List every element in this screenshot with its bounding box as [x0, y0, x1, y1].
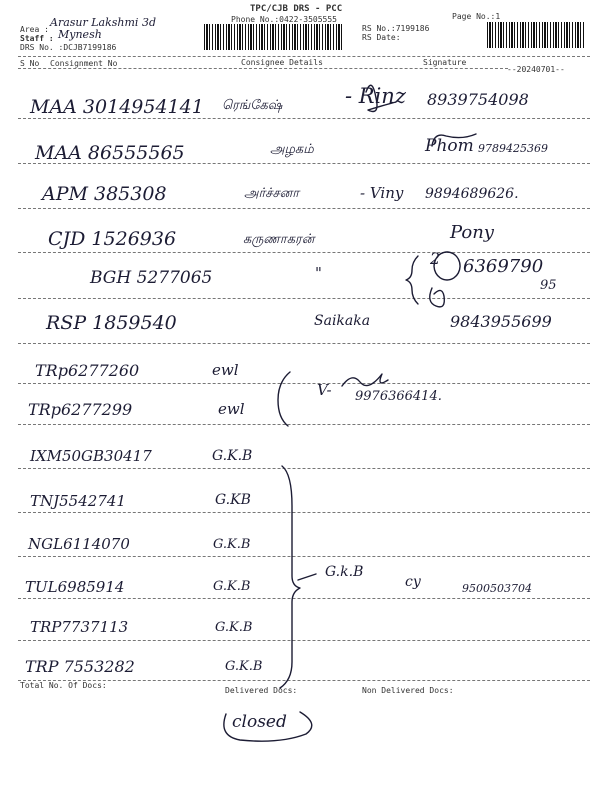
- header-divider-bottom: [18, 68, 508, 69]
- consignee-name: G.K.B: [213, 579, 251, 594]
- group-mark: V-: [317, 381, 332, 399]
- row-divider: [18, 598, 590, 599]
- consignee-name: G.K.B: [215, 620, 253, 635]
- area-value: Arasur Lakshmi 3d: [50, 16, 156, 29]
- row-divider: [18, 468, 590, 469]
- group-cy: cy: [405, 574, 421, 590]
- group-contact-phone: 9500503704: [462, 582, 532, 595]
- non-delivered-docs-label: Non Delivered Docs:: [362, 686, 454, 695]
- consignee-name: கருணாகரன்: [243, 232, 315, 247]
- consignment-number: TRp6277299: [28, 400, 133, 419]
- consignment-number: TRp6277260: [35, 361, 140, 380]
- header-divider-top: [18, 56, 590, 57]
- consignee-phone: 8939754098: [427, 90, 529, 109]
- staff-label: Staff :: [20, 34, 54, 43]
- consignment-number: APM 385308: [42, 183, 167, 205]
- consignment-number: BGH 5277065: [90, 268, 213, 288]
- consignee-name: G.K.B: [213, 537, 251, 552]
- group-arrow: [298, 574, 316, 580]
- consignee-name: ரெங்கேஷ்: [222, 98, 283, 113]
- consignment-number: MAA 3014954141: [30, 96, 204, 118]
- consignee-phone: 9789425369: [478, 142, 548, 155]
- total-docs-label: Total No. Of Docs:: [20, 681, 107, 690]
- drs-number: DRS No. :DCJB7199186: [20, 43, 117, 52]
- phone-number: Phone No.:0422-3505555: [231, 15, 337, 24]
- column-consignee: Consignee Details: [241, 58, 323, 67]
- delivery-count-mark: 2: [430, 249, 441, 268]
- consignee-name: ewl: [212, 361, 239, 379]
- signature-mark: - Viny: [360, 184, 404, 202]
- consignee-name: G.K.B: [212, 448, 253, 464]
- consignee-name: ewl: [218, 400, 245, 418]
- signature-mark: Pony: [450, 222, 494, 243]
- rs-date: RS Date:: [362, 33, 401, 42]
- consignee-name: அர்ச்சனா: [244, 186, 300, 201]
- row-divider: [18, 640, 590, 641]
- row-divider: [18, 208, 590, 209]
- document-title: TPC/CJB DRS - PCC: [250, 4, 343, 14]
- column-consignment: Consignment No: [50, 59, 118, 68]
- group-name: G.k.B: [325, 564, 364, 580]
- consignment-number: TRP 7553282: [25, 657, 135, 676]
- signature-mark: Phom: [425, 136, 474, 156]
- consignee-name: G.K.B: [225, 659, 263, 674]
- barcode-left: [204, 24, 344, 50]
- row-divider: [18, 252, 590, 253]
- barcode-right: [487, 22, 585, 48]
- consignee-phone: 9843955699: [450, 312, 552, 331]
- row-divider: [18, 424, 590, 425]
- consignee-name: ": [315, 264, 322, 282]
- consignment-number: IXM50GB30417: [30, 447, 152, 465]
- row-divider: [18, 383, 590, 384]
- consignment-number: TRP7737113: [30, 618, 129, 636]
- signature-mark: - Rinz: [345, 84, 406, 108]
- consignee-name: Saikaka: [314, 313, 371, 329]
- consignment-number: CJD 1526936: [48, 228, 177, 250]
- row-divider: [18, 118, 590, 119]
- consignment-number: RSP 1859540: [46, 312, 177, 334]
- consignment-number: TUL6985914: [25, 578, 125, 596]
- area-label: Area :: [20, 25, 49, 34]
- column-signature: Signature: [423, 58, 467, 67]
- row-divider: [18, 556, 590, 557]
- consignee-phone: 6369790: [463, 256, 544, 277]
- date-stamp: --20240701--: [507, 65, 565, 74]
- row-divider: [18, 343, 590, 344]
- consignee-name: அழகம்: [270, 142, 314, 157]
- rs-number: RS No.:7199186: [362, 24, 430, 33]
- consignee-name: G.KB: [215, 492, 251, 508]
- consignment-number: TNJ5542741: [30, 492, 126, 510]
- consignment-number: NGL6114070: [28, 535, 130, 553]
- row-divider: [18, 298, 590, 299]
- bracket-mark: [278, 372, 290, 426]
- group-phone: 9976366414.: [355, 389, 442, 404]
- consignee-phone: 9894689626.: [425, 186, 519, 202]
- staff-value: Mynesh: [58, 28, 102, 41]
- consignment-number: MAA 86555565: [35, 142, 185, 164]
- group-bracket: [280, 466, 300, 688]
- row-divider: [18, 512, 590, 513]
- bracket-mark: [406, 256, 418, 304]
- signature-scribble: [342, 374, 388, 386]
- column-s-no: S No: [20, 59, 40, 68]
- closed-note: closed: [232, 712, 287, 732]
- delivered-docs-label: Delivered Docs:: [225, 686, 298, 695]
- phone-suffix: 95: [540, 278, 557, 293]
- page-number: Page No.:1: [452, 12, 501, 21]
